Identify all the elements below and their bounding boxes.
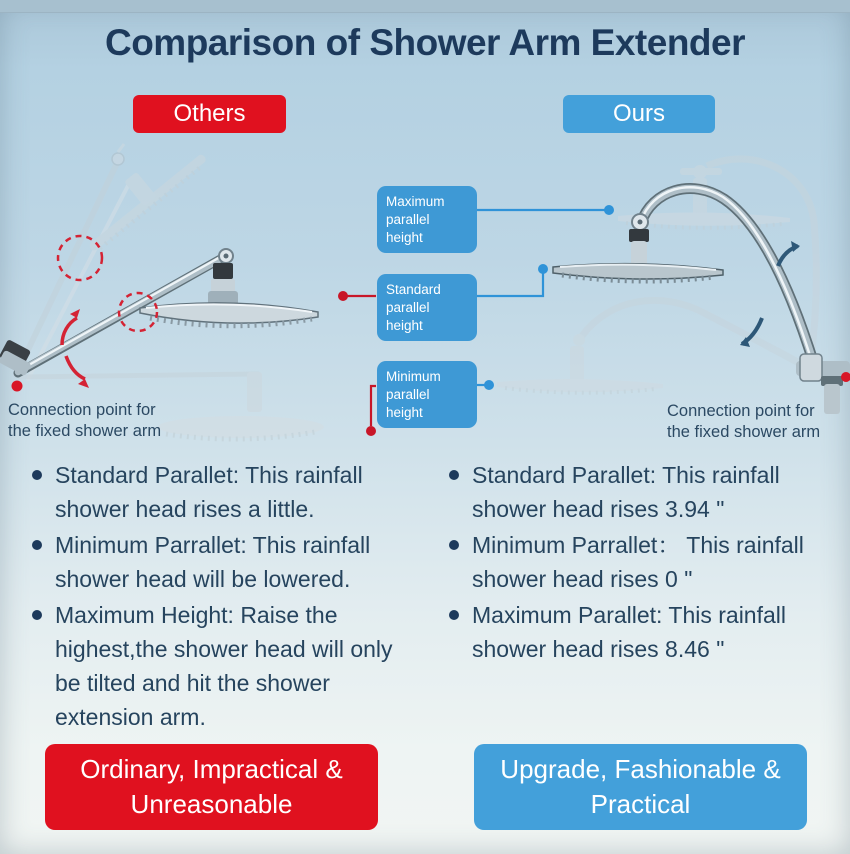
callout-minimum-parallel-height: Minimum parallel height — [377, 361, 477, 428]
others-connection-note — [8, 400, 161, 442]
ours-bullet-list — [449, 458, 821, 668]
ours-connection-note-line1: Connection point for — [667, 402, 815, 420]
others-connection-point-dot — [12, 381, 23, 392]
bullet-dot-icon — [32, 610, 42, 620]
bullet-dot-icon — [32, 470, 42, 480]
red-connector-dot-std — [338, 291, 348, 301]
bullet-dot-icon — [449, 610, 459, 620]
others-bullet-maximum: Maximum Height: Raise the highest,the shower head will only be tilted and hit the shower extension arm. — [55, 602, 393, 730]
list-item — [32, 598, 404, 734]
others-verdict-banner: Ordinary, Impractical & Unreasonable — [45, 744, 378, 830]
others-bullet-standard: Standard Parallet: This rainfall shower head rises a little. — [55, 462, 363, 522]
ours-diagram — [497, 159, 850, 414]
list-item — [449, 528, 821, 596]
red-connector-dot-min — [366, 426, 376, 436]
blue-connector-dot-min — [484, 380, 494, 390]
blue-connector-dot-max — [604, 205, 614, 215]
ours-bullet-standard: Standard Parallet: This rainfall shower head rises 3.94 " — [472, 462, 780, 522]
page-title: Comparison of Shower Arm Extender — [104, 22, 745, 63]
callout-maximum-parallel-height: Maximum parallel height — [377, 186, 477, 253]
ours-verdict-banner: Upgrade, Fashionable & Practical — [474, 744, 807, 830]
others-bullet-list — [32, 458, 404, 736]
ours-badge: Ours — [563, 95, 715, 133]
others-connection-note-line1: Connection point for — [8, 401, 156, 419]
bullet-dot-icon — [449, 470, 459, 480]
list-item — [32, 528, 404, 596]
list-item — [32, 458, 404, 526]
ours-min-ghost-position — [497, 300, 806, 392]
list-item — [449, 458, 821, 526]
bullet-dot-icon — [32, 540, 42, 550]
others-bullet-minimum: Minimum Parrallet: This rainfall shower head will be lowered. — [55, 532, 371, 592]
ours-standard-shower-head — [553, 264, 723, 281]
ours-connection-note-line2: the fixed shower arm — [667, 423, 821, 442]
blue-connector-dot-std — [538, 264, 548, 274]
bullet-dot-icon — [449, 540, 459, 550]
ours-bullet-minimum: Minimum Parrallet： This rainfall shower head rises 0 " — [472, 532, 804, 592]
others-connection-note-line2: the fixed shower arm — [8, 422, 162, 441]
red-connectors — [346, 296, 376, 426]
ours-bullet-maximum: Maximum Parallet: This rainfall shower head rises 8.46 " — [472, 602, 787, 662]
callout-standard-parallel-height: Standard parallel height — [377, 274, 477, 341]
others-standard-shower-head — [140, 303, 318, 326]
others-badge: Others — [133, 95, 286, 133]
others-diagram — [0, 144, 324, 439]
list-item — [449, 598, 821, 666]
ours-connection-note — [667, 401, 820, 443]
others-max-ghost-position — [16, 144, 208, 379]
blue-connectors — [472, 210, 605, 385]
